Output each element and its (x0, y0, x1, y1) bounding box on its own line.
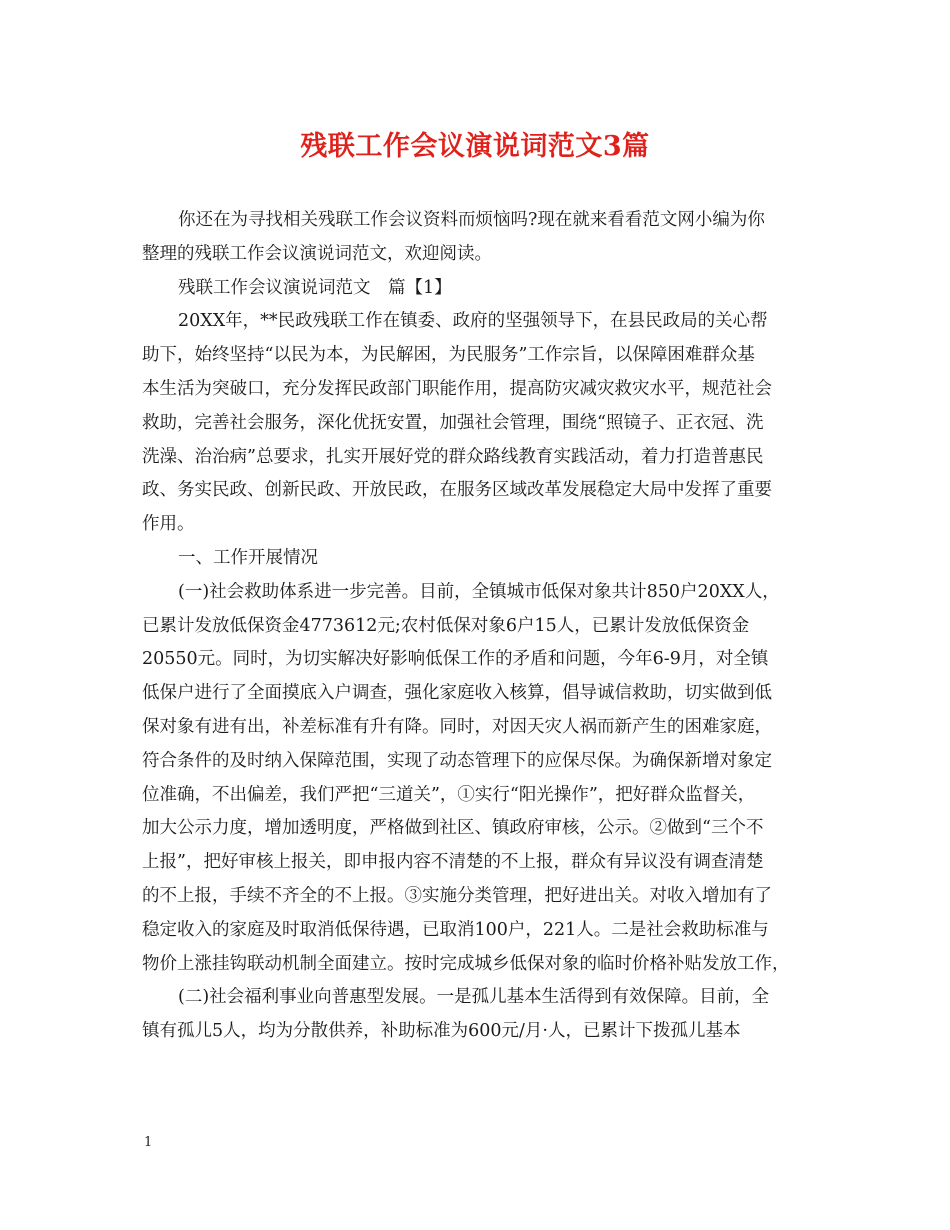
text-line: 20550元。同时，为切实解决好影响低保工作的矛盾和问题，今年6-9月，对全镇 (142, 649, 769, 670)
page-number: 1 (144, 1135, 153, 1150)
document-title: 残联工作会议演说词范文3篇 (300, 131, 650, 162)
text-line: 镇有孤儿5人，均为分散供养，补助标准为600元/月·人，已累计下拨孤儿基本 (142, 1021, 741, 1042)
text-line: 加大公示力度，增加透明度，严格做到社区、镇政府审核，公示。②做到“三个不 (142, 818, 764, 839)
text-line: 上报”，把好审核上报关，即申报内容不清楚的不上报，群众有异议没有调查清楚 (142, 852, 764, 873)
text-line: 整理的残联工作会议演说词范文，欢迎阅读。 (142, 243, 492, 264)
section-heading: 一、工作开展情况 (178, 547, 318, 568)
document-body (142, 204, 822, 1049)
text-line: 已累计发放低保资金4773612元;农村低保对象6户15人，已累计发放低保资金 (142, 615, 750, 636)
text-line: 政、务实民政、创新民政、开放民政，在服务区域改革发展稳定大局中发挥了重要 (142, 480, 772, 501)
text-line: (二)社会福利事业向普惠型发展。一是孤儿基本生活得到有效保障。目前，全 (178, 987, 770, 1008)
text-line: 20XX年，**民政残联工作在镇委、政府的坚强领导下，在县民政局的关心帮 (178, 311, 768, 332)
text-line: 位准确，不出偏差，我们严把“三道关”，①实行“阳光操作”，把好群众监督关， (142, 784, 756, 805)
text-line: 作用。 (142, 514, 195, 535)
text-line: 洗澡、治治病”总要求，扎实开展好党的群众路线教育实践活动，着力打造普惠民 (142, 446, 764, 467)
text-line: 救助，完善社会服务，深化优抚安置，加强社会管理，围绕“照镜子、正衣冠、洗 (142, 412, 764, 433)
text-line: 助下，始终坚持“以民为本，为民解困，为民服务”工作宗旨，以保障困难群众基 (142, 345, 755, 366)
text-line: 物价上涨挂钩联动机制全面建立。按时完成城乡低保对象的临时价格补贴发放工作， (142, 953, 790, 974)
text-line: 稳定收入的家庭及时取消低保待遇，已取消100户，221人。二是社会救助标准与 (142, 919, 769, 940)
text-line: 低保户进行了全面摸底入户调查，强化家庭收入核算，倡导诚信救助，切实做到低 (142, 683, 772, 704)
text-line: 的不上报，手续不齐全的不上报。③实施分类管理，把好进出关。对收入增加有了 (142, 885, 772, 906)
text-line: 本生活为突破口，充分发挥民政部门职能作用，提高防灾减灾救灾水平，规范社会 (142, 378, 772, 399)
text-line: 你还在为寻找相关残联工作会议资料而烦恼吗?现在就来看看范文网小编为你 (178, 210, 765, 230)
section-heading: 残联工作会议演说词范文 篇【1】 (178, 277, 452, 298)
text-line: 符合条件的及时纳入保障范围，实现了动态管理下的应保尽保。为确保新增对象定 (142, 750, 772, 771)
text-line: 保对象有进有出，补差标准有升有降。同时，对因天灾人祸而新产生的困难家庭， (142, 716, 772, 737)
text-line: (一)社会救助体系进一步完善。目前，全镇城市低保对象共计850户20XX人， (178, 581, 780, 602)
